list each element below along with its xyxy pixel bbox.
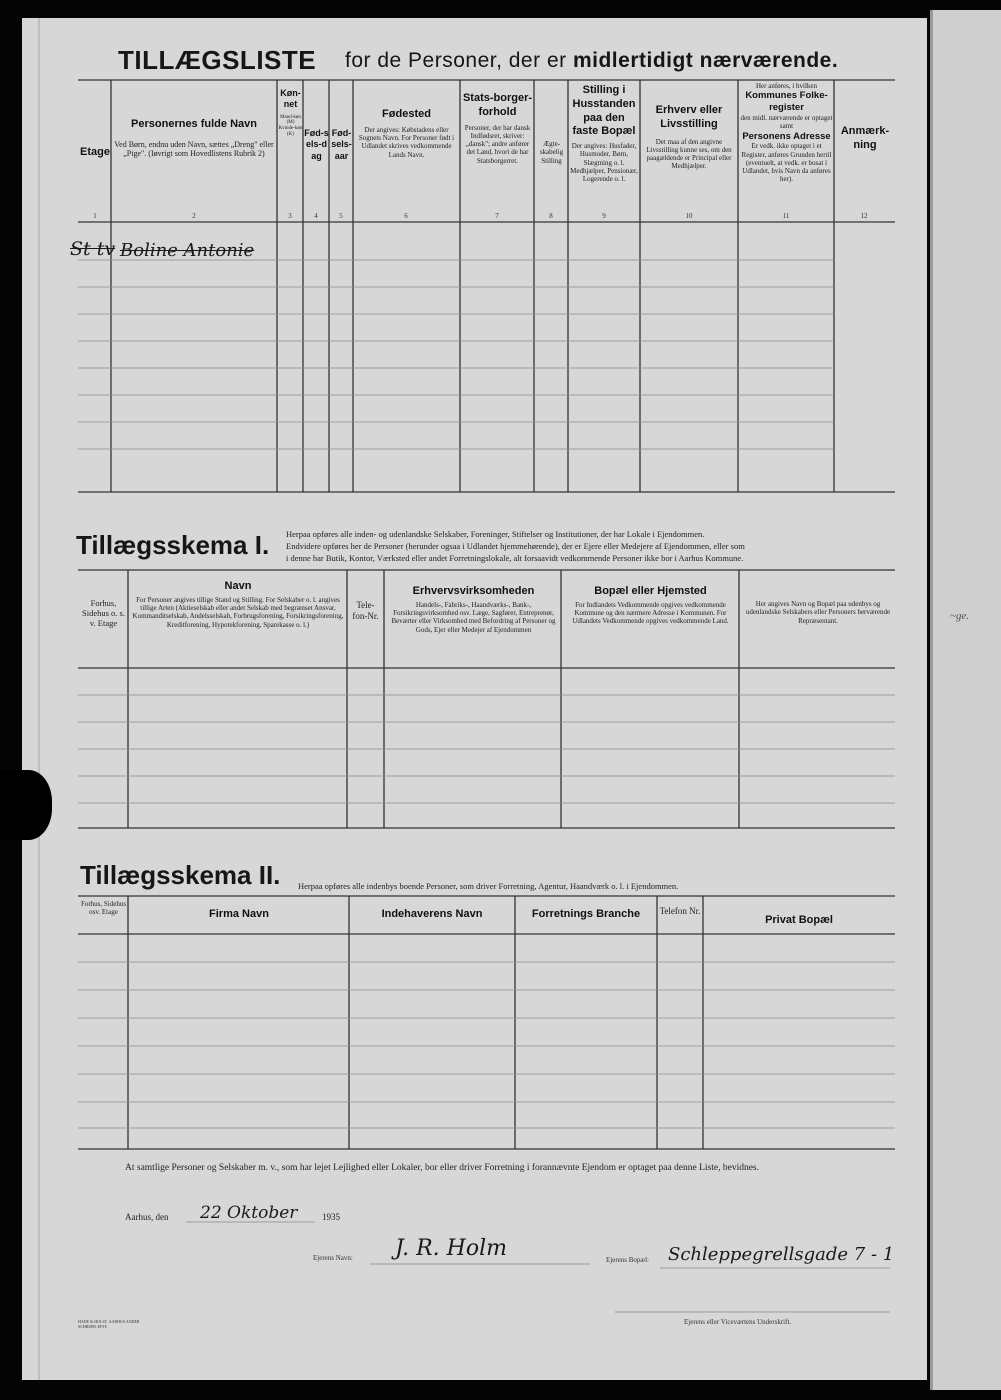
form-title: TILLÆGSLISTE: [118, 45, 317, 75]
adjacent-page-mark: ~ge.: [950, 610, 970, 622]
skema1-title: Tillægsskema I.: [76, 530, 270, 560]
s2-col-phone-header: Telefon Nr.: [659, 906, 701, 916]
col-name-header: Personernes fulde Navn Ved Børn, endnu uden Navn, sættes „Dreng" eller „Pige". (Iøvrigt som Hovedlistens Rubrik 2): [114, 118, 274, 159]
s1-col-representative-header: Her angives Navn og Bopæl paa udenbys og udenlandske Selskabers eller Personers herværende Repræsentant.: [745, 600, 891, 625]
skema1-description: Herpaa opføres alle inden- og udenlandske Selskaber, Foreninger, Stiftelser og Institutioner, der har Lokale i Ejendommen. Endvidere opføres her de Personer (herunder ogsaa i Udlandet hjemmehørende), der er Ejere eller Medejere af Ejendommen, eller som i denne har Butik, Kontor, Værksted eller andet Forretningslokale, alt forsaavidt vedkommende Personer ikke bor i Aarhus Kommune.: [286, 529, 745, 563]
skema2-description: Herpaa opføres alle indenbys boende Personer, som driver Forretning, Agentur, Haandværk o. l. i Ejendommen.: [298, 881, 679, 891]
col-num-8: 8: [549, 212, 553, 220]
col-num-11: 11: [782, 212, 790, 220]
col-num-5: 5: [339, 212, 343, 220]
col-birthday-header: Fød-sels-dag: [304, 128, 329, 161]
col-num-3: 3: [288, 212, 292, 220]
owner-address-label: Ejerens Bopæl:: [606, 1256, 649, 1264]
thumb-shadow: [0, 770, 52, 840]
year: 1935: [322, 1212, 340, 1222]
form-subtitle: [345, 49, 838, 73]
col-num-1: 1: [93, 212, 97, 220]
col-num-10: 10: [685, 212, 693, 220]
s1-col-phone-header: Tele-fon-Nr.: [352, 600, 379, 621]
subtitle-part1: for de Personer, der er: [345, 49, 567, 72]
owner-name: J. R. Holm: [395, 1236, 507, 1261]
col-birthplace-header: Fødested Der angives: Købstadens eller Sognets Navn. For Personer født i Udlandet skrives vedkommende Lands Navn.: [358, 108, 455, 159]
col-remarks-header: Anmærk-ning: [840, 125, 890, 151]
s1-col-name-header: Navn For Personer angives tillige Stand og Stilling. For Selskaber o. l. angives tillige Arten (Aktieselskab eller andet Selskab med begrænset Ansvar, Kommanditselskab, Andelsselskab, Forbrugsforening, Forsikringsforening, Kreditforening, Hypotekforening, Sparekasse o. l.): [132, 580, 344, 629]
s1-col-etage-header: Forhus, Sidehus o. s. v. Etage: [82, 598, 125, 629]
subtitle-part2: midlertidigt nærværende.: [572, 49, 839, 72]
col-register-header: Her anføres, i hvilken Kommunes Folke-register den midl. nærværende er optaget samt Personens Adresse Er vedk. ikke optaget i et Register, anføres Grunden hertil (eventuelt, at vedk. er bosat i Udlandet, hvis Navn da anføres her).: [740, 82, 833, 184]
declaration-text: At samtlige Personer og Selskaber m. v., som har lejet Lejlighed eller Lokaler, bor eller driver Forretning i forannævnte Ejendom er optaget paa denne Liste, bevidnes.: [125, 1163, 759, 1173]
col-num-9: 9: [602, 212, 606, 220]
s2-col-etage-header: Forhus, Sidehus osv. Etage: [80, 900, 127, 917]
col-household-header: Stilling i Husstanden paa den faste Bopæl Der angives: Husfader, Husmoder, Børn, Slægtning o. l. Medhjælper, Pensionær, Logerende o. l.: [570, 84, 638, 183]
col-num-12: 12: [860, 212, 868, 220]
place-label: Aarhus, den: [125, 1212, 169, 1222]
col-num-4: 4: [314, 212, 318, 220]
s2-col-branch-header: Forretnings Branche: [531, 908, 641, 920]
s1-col-business-header: Erhvervsvirksomheden Handels-, Fabriks-, Haandværks-, Bank-, Forsikringsvirksomhed osv. Læge, Sagfører, Entreprenør, Beværter eller Virksomhed med Befordring af Personer og Gods, Ejer eller Medejer af Ejendommen: [391, 585, 556, 634]
signature-label: Ejerens eller Viceværtens Underskrift.: [684, 1318, 792, 1326]
owner-name-label: Ejerens Navn:: [313, 1254, 353, 1262]
s1-col-residence-header: Bopæl eller Hjemsted For Indlandets Vedkommende opgives vedkommende Kommune og den nærmere Adresse i Kommunen. For Udlandets Vedkommende opgives vedkommende Land.: [572, 585, 729, 626]
col-num-7: 7: [495, 212, 499, 220]
col-num-2: 2: [192, 212, 196, 220]
col-marital-header: Ægte-skabelig Stilling: [539, 140, 564, 165]
col-sex-header: Køn-net Mand-køn (M) Kvinde-køn (K): [278, 88, 303, 138]
date-handwritten: 22 Oktober: [200, 1203, 298, 1223]
row1-etage: St tv: [70, 238, 116, 260]
s2-col-owner-header: Indehaverens Navn: [381, 908, 483, 920]
col-birthyear-header: Fød-sels-aar: [331, 128, 352, 161]
skema2-title: Tillægsskema II.: [80, 860, 281, 890]
col-num-6: 6: [404, 212, 408, 220]
s2-col-firm-header: Firma Navn: [209, 908, 269, 920]
row1-name: Boline Antonie: [120, 240, 255, 261]
col-etage-header: Etage: [80, 146, 110, 158]
col-occupation-header: Erhverv eller Livsstilling Det maa af den angivne Livsstilling kunne ses, om den paagældende er Principal eller Medhjælper.: [646, 104, 732, 171]
owner-address: Schleppegrellsgade 7 - 1: [668, 1244, 895, 1265]
printer-note: HADE & HOLST, AARHUS ANDER SCHRØDS EFTF.: [78, 1319, 140, 1329]
s2-col-private-address-header: Privat Bopæl: [765, 914, 833, 926]
col-citizenship-header: Stats-borger-forhold Personer, der har dansk Indfødsret, skriver: „dansk"; andre anfører det Land, hvori de har Statsborgerret.: [462, 92, 533, 165]
